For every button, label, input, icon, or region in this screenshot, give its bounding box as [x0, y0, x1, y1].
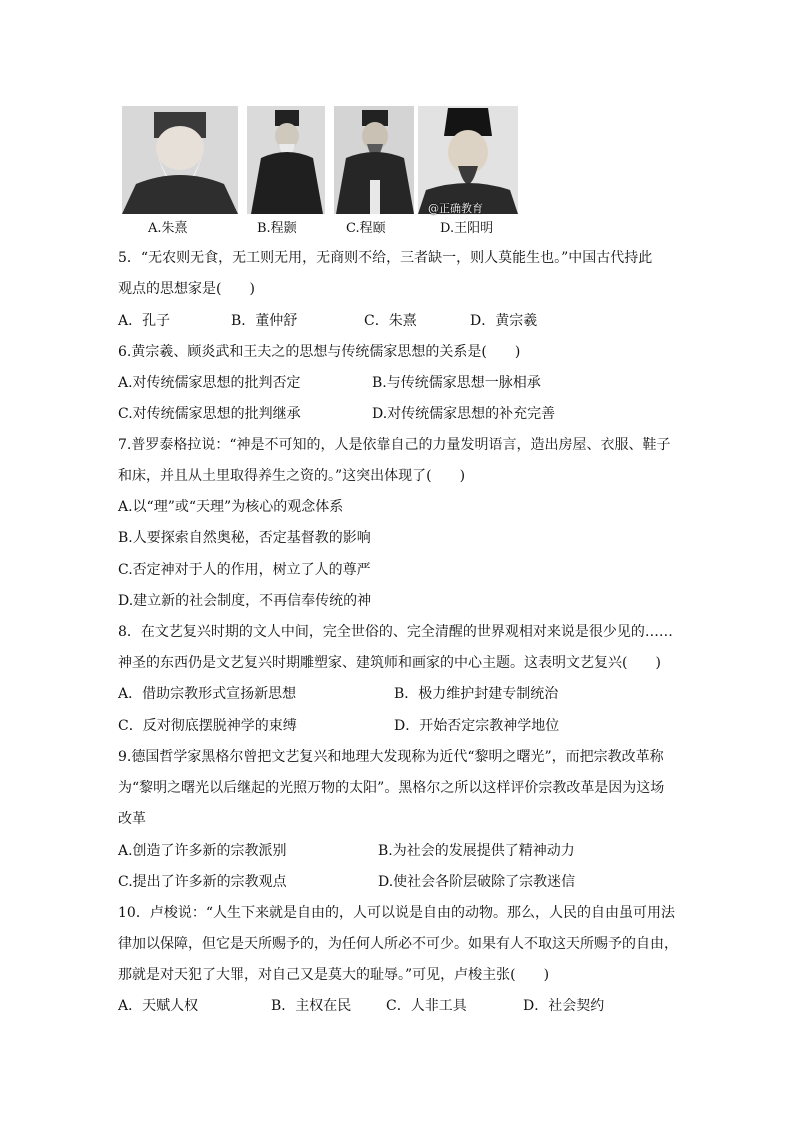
q10-stem-line-2: 律加以保障，但它是天所赐予的，为任何人所必不可少。如果有人不取这天所赐予的自由，: [118, 936, 678, 952]
q8-stem-line-2: 神圣的东西仍是文艺复兴时期雕塑家、建筑师和画家的中心主题。这表明文艺复兴( ): [118, 655, 661, 671]
q10-option-a: A．天赋人权: [118, 998, 199, 1014]
caption-d: D.王阳明: [440, 221, 494, 236]
caption-b: B.程颢: [257, 221, 297, 236]
q6-option-c: C.对传统儒家思想的批判继承: [118, 406, 301, 422]
q6-option-a: A.对传统儒家思想的批判否定: [118, 375, 301, 391]
portrait-cheng-yi-image: [334, 106, 414, 214]
q8-option-b: B．极力维护封建专制统治: [394, 686, 559, 702]
q8-option-c: C．反对彻底摆脱神学的束缚: [118, 718, 297, 734]
portrait-wang-yangming-image: [418, 106, 518, 214]
q8-option-d: D．开始否定宗教神学地位: [394, 718, 560, 734]
q6-stem-line-1: 6.黄宗羲、顾炎武和王夫之的思想与传统儒家思想的关系是( ): [118, 344, 521, 360]
q5-option-d: D．黄宗羲: [470, 313, 538, 329]
q8-stem-line-1: 8．在文艺复兴时期的文人中间，完全世俗的、完全清醒的世界观相对来说是很少见的……: [118, 624, 673, 640]
q6-option-d: D.对传统儒家思想的补充完善: [372, 406, 556, 422]
q9-option-a: A.创造了许多新的宗教派别: [118, 843, 287, 859]
q10-option-b: B．主权在民: [271, 998, 352, 1014]
caption-a: A.朱熹: [148, 221, 188, 236]
q7-option-a: A.以“理”或“天理”为核心的观念体系: [118, 499, 344, 515]
q9-stem-line-2: 为“黎明之曙光以后继起的光照万物的太阳”。黑格尔之所以这样评价宗教改革是因为这场: [118, 780, 665, 796]
q6-option-b: B.与传统儒家思想一脉相承: [372, 375, 541, 391]
q9-option-b: B.为社会的发展提供了精神动力: [378, 843, 575, 859]
portrait-cheng-yi: [334, 106, 414, 214]
portrait-cheng-hao: [247, 106, 325, 214]
q5-stem-line-2: 观点的思想家是( ): [118, 281, 255, 297]
q10-option-d: D．社会契约: [523, 998, 605, 1014]
q9-option-d: D.使社会各阶层破除了宗教迷信: [378, 874, 576, 890]
q10-stem-line-1: 10．卢梭说：“人生下来就是自由的，人可以说是自由的动物。那么，人民的自由虽可用法: [118, 905, 675, 921]
q5-option-b: B．董仲舒: [231, 313, 298, 329]
q7-stem-line-2: 和床，并且从土里取得养生之资的。”这突出体现了( ): [118, 468, 466, 484]
watermark: @正确教育: [428, 202, 483, 215]
q9-stem-line-1: 9.德国哲学家黑格尔曾把文艺复兴和地理大发现称为近代“黎明之曙光”，而把宗教改革称: [118, 749, 664, 765]
q10-stem-line-3: 那就是对天犯了大罪，对自己又是莫大的耻辱。”可见，卢梭主张( ): [118, 967, 550, 983]
q7-option-b: B.人要探索自然奥秘，否定基督教的影响: [118, 530, 371, 546]
q7-stem-line-1: 7.普罗泰格拉说：“神是不可知的，人是依靠自己的力量发明语言，造出房屋、衣服、鞋子: [118, 437, 671, 453]
q7-option-c: C.否定神对于人的作用，树立了人的尊严: [118, 562, 371, 578]
portrait-zhu-xi: [122, 106, 238, 214]
q9-option-c: C.提出了许多新的宗教观点: [118, 874, 287, 890]
q5-option-a: A．孔子: [118, 313, 171, 329]
q5-option-c: C．朱熹: [364, 313, 417, 329]
portrait-wang-yangming: [418, 106, 518, 214]
q10-option-c: C．人非工具: [386, 998, 467, 1014]
q7-option-d: D.建立新的社会制度，不再信奉传统的神: [118, 593, 372, 609]
q8-option-a: A．借助宗教形式宣扬新思想: [118, 686, 297, 702]
caption-c: C.程颐: [346, 221, 386, 236]
q5-stem-line-1: 5．“无农则无食，无工则无用，无商则不给，三者缺一，则人莫能生也。”中国古代持此: [118, 250, 653, 266]
q9-stem-line-3: 改革: [118, 811, 146, 827]
portrait-cheng-hao-image: [247, 106, 325, 214]
portrait-zhu-xi-image: [122, 106, 238, 214]
